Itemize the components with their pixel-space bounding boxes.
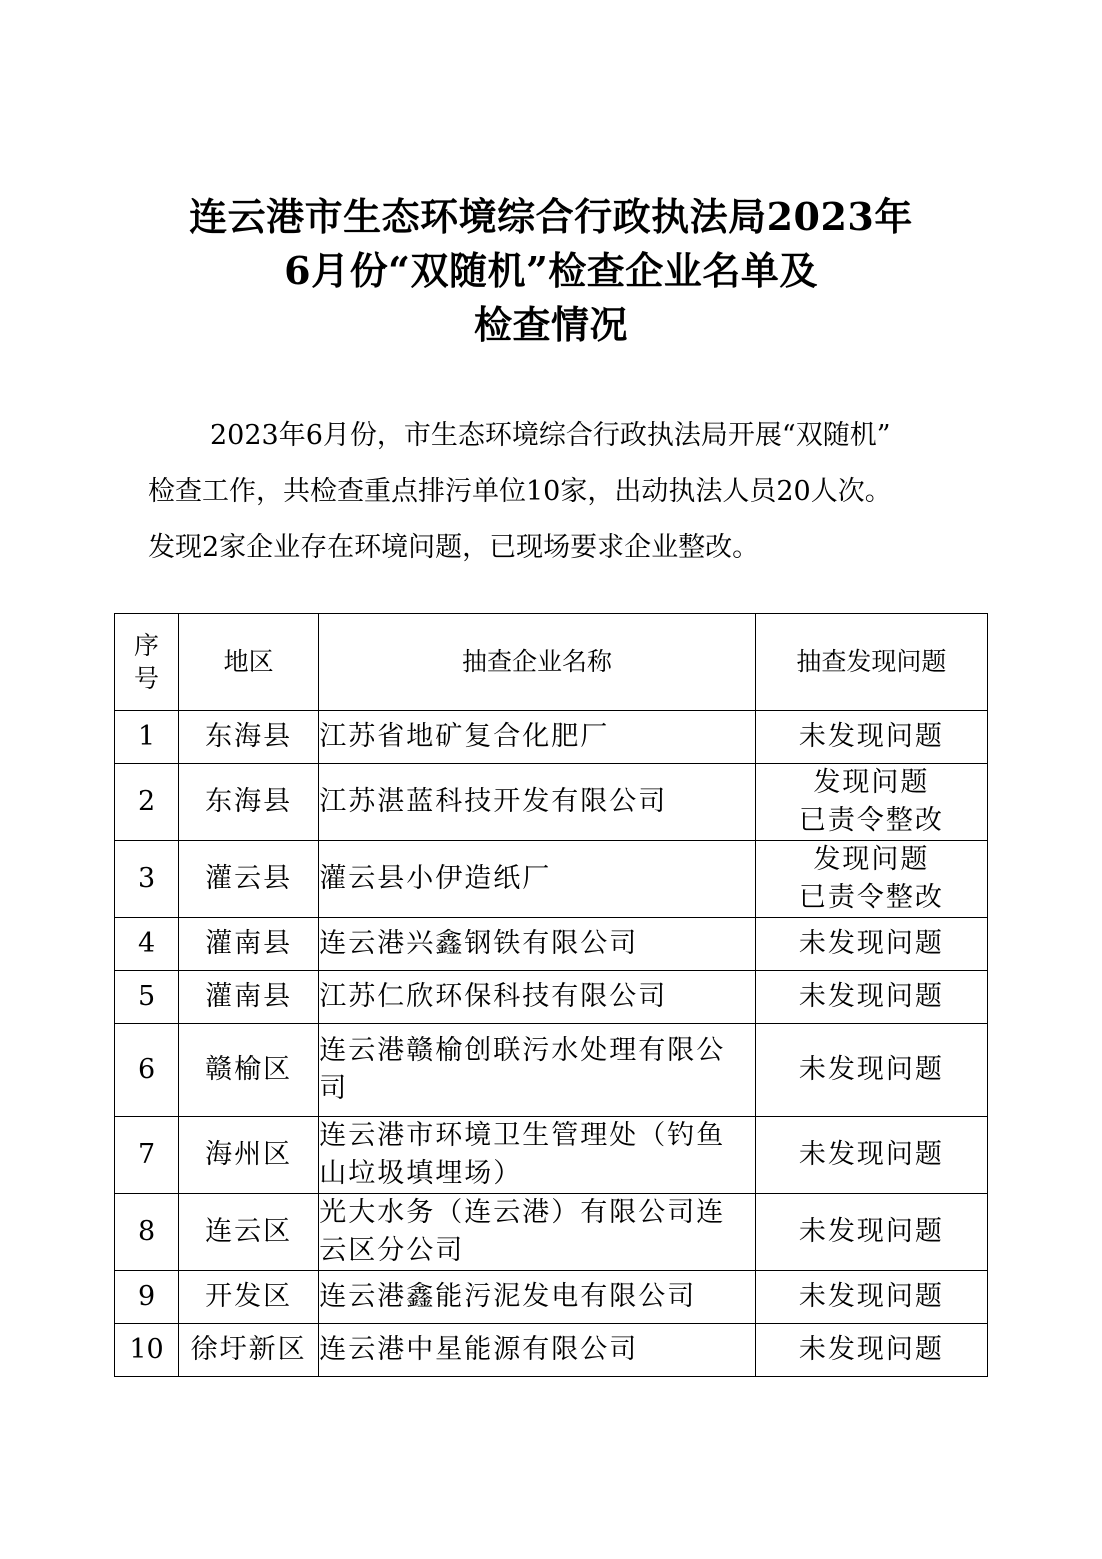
table-row	[115, 1117, 988, 1194]
table-row	[115, 764, 988, 841]
row-result	[755, 1194, 987, 1271]
company-name-line: 山垃圾填埋场）	[319, 1158, 523, 1189]
row-area: 灌南县	[179, 918, 319, 971]
result-line: 已责令整改	[798, 805, 944, 836]
result-line: 发现问题	[813, 767, 930, 798]
row-area: 海州区	[179, 1117, 319, 1194]
document-title	[0, 190, 1102, 352]
header-no: 序 号	[115, 614, 179, 711]
company-name-line: 光大水务（连云港）有限公司连	[319, 1197, 726, 1228]
row-company-name	[319, 918, 756, 971]
company-name-line: 灌云县小伊造纸厂	[319, 863, 552, 894]
row-number: 1	[115, 711, 179, 764]
result-line: 未发现问题	[798, 981, 944, 1012]
row-number: 3	[115, 841, 179, 918]
company-name-line: 连云港赣榆创联污水处理有限公	[319, 1035, 726, 1066]
row-area: 赣榆区	[179, 1024, 319, 1117]
intro-line-3: 发现2家企业存在环境问题，已现场要求企业整改。	[148, 532, 760, 563]
company-name-line: 江苏仁欣环保科技有限公司	[319, 981, 668, 1012]
result-line: 未发现问题	[798, 1281, 944, 1312]
company-name-line: 连云港中星能源有限公司	[319, 1334, 639, 1365]
row-result	[755, 971, 987, 1024]
row-company-name	[319, 1194, 756, 1271]
intro-line-1: 2023年6月份，市生态环境综合行政执法局开展“双随机”	[210, 420, 891, 451]
table-row	[115, 1324, 988, 1377]
result-line: 未发现问题	[798, 1054, 944, 1085]
table-row	[115, 918, 988, 971]
row-company-name	[319, 1271, 756, 1324]
result-line: 未发现问题	[798, 928, 944, 959]
row-number: 2	[115, 764, 179, 841]
row-result	[755, 1117, 987, 1194]
company-name-line: 云区分公司	[319, 1235, 465, 1266]
title-line-3: 检查情况	[473, 302, 628, 347]
row-number: 10	[115, 1324, 179, 1377]
row-area: 灌南县	[179, 971, 319, 1024]
result-line: 未发现问题	[798, 721, 944, 752]
row-result	[755, 1024, 987, 1117]
result-line: 未发现问题	[798, 1334, 944, 1365]
row-area: 灌云县	[179, 841, 319, 918]
header-company-name: 抽查企业名称	[319, 614, 756, 711]
row-number: 7	[115, 1117, 179, 1194]
row-company-name	[319, 711, 756, 764]
row-area: 东海县	[179, 764, 319, 841]
row-company-name	[319, 764, 756, 841]
row-area: 徐圩新区	[179, 1324, 319, 1377]
intro-line-2: 检查工作，共检查重点排污单位10家，出动执法人员20人次。	[148, 476, 892, 507]
row-number: 4	[115, 918, 179, 971]
company-name-line: 连云港兴鑫钢铁有限公司	[319, 928, 639, 959]
inspection-table	[114, 613, 988, 1377]
header-area: 地区	[179, 614, 319, 711]
result-line: 发现问题	[813, 844, 930, 875]
row-result	[755, 1271, 987, 1324]
table-header-row	[115, 614, 988, 711]
table-row	[115, 1194, 988, 1271]
row-number: 8	[115, 1194, 179, 1271]
table-row	[115, 711, 988, 764]
row-result	[755, 711, 987, 764]
company-name-line: 司	[319, 1073, 349, 1104]
row-area: 东海县	[179, 711, 319, 764]
row-number: 5	[115, 971, 179, 1024]
result-line: 已责令整改	[798, 882, 944, 913]
row-company-name	[319, 1324, 756, 1377]
title-line-1: 连云港市生态环境综合行政执法局2023年	[189, 194, 913, 239]
intro-paragraph	[148, 408, 978, 576]
row-company-name	[319, 841, 756, 918]
result-line: 未发现问题	[798, 1216, 944, 1247]
table-row	[115, 1024, 988, 1117]
row-company-name	[319, 1024, 756, 1117]
header-result: 抽查发现问题	[755, 614, 987, 711]
table-body	[115, 711, 988, 1377]
table-row	[115, 971, 988, 1024]
row-company-name	[319, 1117, 756, 1194]
company-name-line: 江苏湛蓝科技开发有限公司	[319, 786, 668, 817]
row-area: 开发区	[179, 1271, 319, 1324]
row-result	[755, 918, 987, 971]
row-result	[755, 841, 987, 918]
company-name-line: 江苏省地矿复合化肥厂	[319, 721, 610, 752]
row-result	[755, 1324, 987, 1377]
table-row	[115, 841, 988, 918]
company-name-line: 连云港鑫能污泥发电有限公司	[319, 1281, 697, 1312]
title-line-2: 6月份“双随机”检查企业名单及	[284, 248, 818, 293]
company-name-line: 连云港市环境卫生管理处（钓鱼	[319, 1120, 726, 1151]
row-number: 9	[115, 1271, 179, 1324]
row-result	[755, 764, 987, 841]
result-line: 未发现问题	[798, 1139, 944, 1170]
row-number: 6	[115, 1024, 179, 1117]
table-row	[115, 1271, 988, 1324]
row-company-name	[319, 971, 756, 1024]
row-area: 连云区	[179, 1194, 319, 1271]
